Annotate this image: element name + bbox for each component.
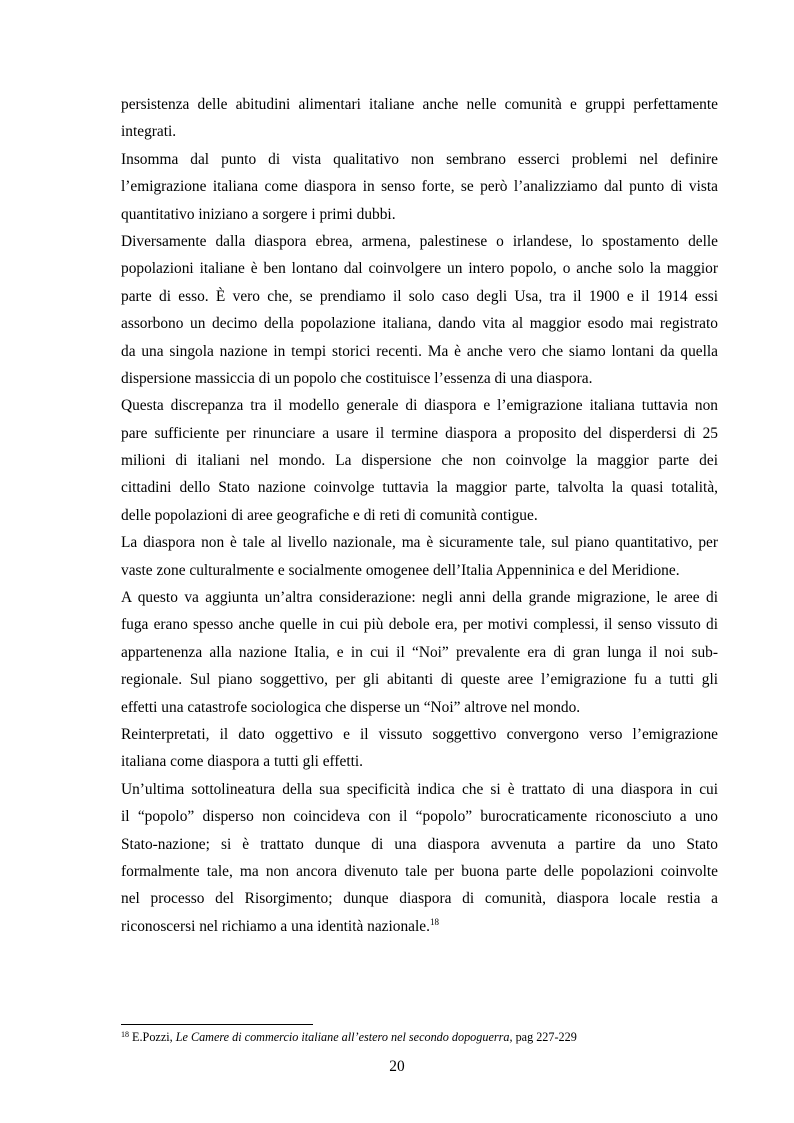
text-line: appartenenza alla nazione Italia, e in cui il “Noi” prevalente era di gran lunga il noi sub-	[121, 643, 718, 661]
text-line: quantitativo iniziano a sorgere i primi dubbi.	[121, 205, 396, 223]
text-line: il “popolo” disperso non coincideva con il “popolo” burocraticamente riconosciuto a uno	[121, 808, 718, 826]
text-line: La diaspora non è tale al livello nazionale, ma è sicuramente tale, sul piano quantitativo, per	[121, 534, 718, 552]
text-line: Diversamente dalla diaspora ebrea, armena, palestinese o irlandese, lo spostamento delle	[121, 232, 718, 250]
text-line: delle popolazioni di aree geografiche e di reti di comunità contigue.	[121, 506, 538, 524]
text-line: A questo va aggiunta un’altra considerazione: negli anni della grande migrazione, le aree di	[121, 589, 718, 607]
text-line: italiana come diaspora a tutti gli effetti.	[121, 753, 364, 771]
body-text	[121, 91, 718, 940]
footnote-pages: pag 227-229	[515, 1030, 577, 1044]
footnote	[121, 1030, 577, 1045]
text-line: popolazioni italiane è ben lontano dal coinvolgere un intero popolo, o anche solo la maggior	[121, 260, 718, 278]
text-line: nel processo del Risorgimento; dunque diaspora di comunità, diaspora locale restia a	[121, 890, 718, 908]
text-line: milioni di italiani nel mondo. La dispersione che non coinvolge la maggior parte dei	[121, 452, 718, 470]
text-line: integrati.	[121, 123, 177, 141]
text-line: pare sufficiente per rinunciare a usare il termine diaspora a proposito del disperdersi di 25	[121, 424, 718, 442]
footnote-number: 18	[121, 1030, 129, 1039]
text-line: Insomma dal punto di vista qualitativo non sembrano esserci problemi nel definire	[121, 150, 718, 168]
footnote-title: Le Camere di commercio italiane all’estero nel secondo dopoguerra,	[175, 1030, 513, 1044]
footnote-reference: 18	[429, 916, 439, 927]
text-line: regionale. Sul piano soggettivo, per gli abitanti di queste aree l’emigrazione fu a tutti gli	[121, 671, 718, 689]
footnote-author: E.Pozzi,	[132, 1030, 173, 1044]
text-line: l’emigrazione italiana come diaspora in senso forte, se però l’analizziamo dal punto di vista	[121, 178, 718, 196]
text-line: Reinterpretati, il dato oggettivo e il vissuto soggettivo convergono verso l’emigrazione	[121, 725, 718, 743]
text-line: Questa discrepanza tra il modello generale di diaspora e l’emigrazione italiana tuttavia non	[121, 397, 718, 415]
text-line: Stato-nazione; si è trattato dunque di una diaspora avvenuta a partire da uno Stato	[121, 835, 718, 853]
text-line: cittadini dello Stato nazione coinvolge tuttavia la maggior parte, talvolta la quasi totalità,	[121, 479, 718, 497]
footnote-separator	[121, 1024, 313, 1025]
text-line: persistenza delle abitudini alimentari italiane anche nelle comunità e gruppi perfettamente	[121, 96, 718, 113]
text-line: effetti una catastrofe sociologica che disperse un “Noi” altrove nel mondo.	[121, 698, 581, 716]
text-line: da una singola nazione in tempi storici recenti. Ma è anche vero che siamo lontani da quella	[121, 342, 718, 360]
text-line: formalmente tale, ma non ancora divenuto tale per buona parte delle popolazioni coinvolte	[121, 862, 718, 880]
text-line-content: riconoscersi nel richiamo a una identità nazionale.	[121, 917, 430, 935]
text-line: dispersione massiccia di un popolo che costituisce l’essenza di una diaspora.	[121, 369, 593, 387]
text-line: vaste zone culturalmente e socialmente omogenee dell’Italia Appenninica e del Meridione.	[121, 561, 680, 579]
text-line: assorbono un decimo della popolazione italiana, dando vita al maggior esodo mai registrato	[121, 315, 718, 333]
text-line-with-footnote-ref	[121, 913, 718, 940]
text-line: fuga erano spesso anche quelle in cui più debole era, per motivi complessi, il senso vissuto di	[121, 616, 718, 634]
page-number: 20	[389, 1058, 405, 1075]
text-line: parte di esso. È vero che, se prendiamo il solo caso degli Usa, tra il 1900 e il 1914 essi	[121, 287, 718, 305]
text-line: Un’ultima sottolineatura della sua specificità indica che si è trattato di una diaspora in cui	[121, 780, 718, 798]
